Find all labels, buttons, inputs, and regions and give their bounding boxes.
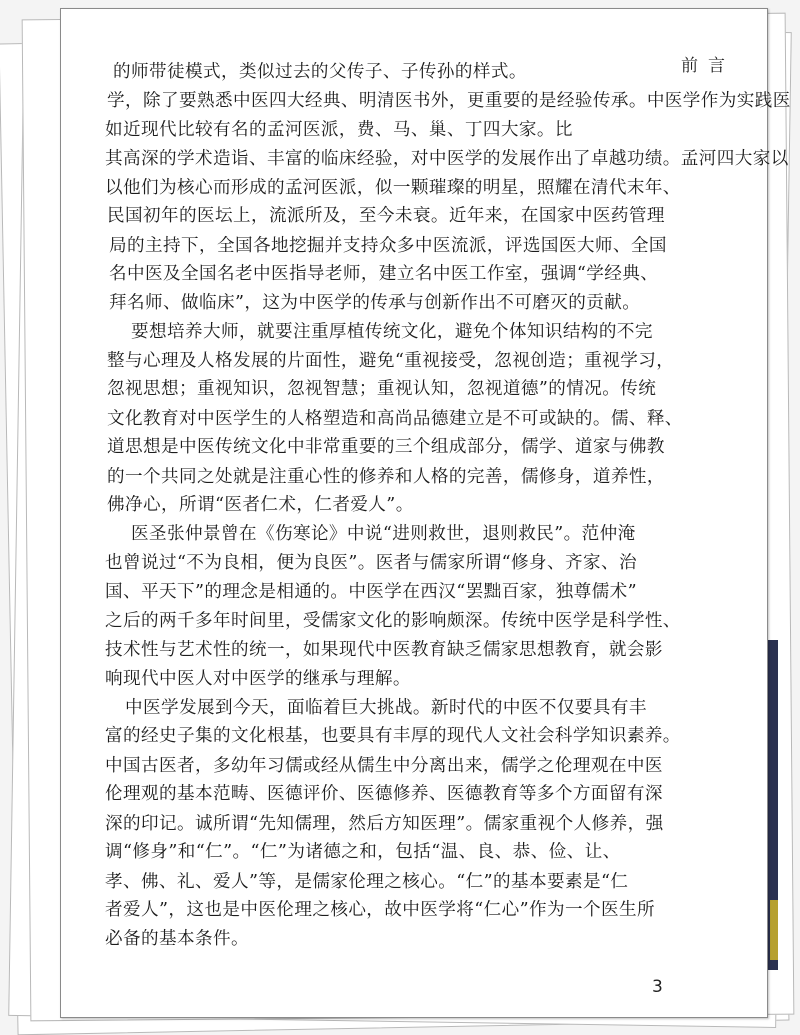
text-line: 局的主持下，全国各地挖掘并支持众多中医流派，评选国医大师、全国 bbox=[109, 236, 667, 256]
text-line: 道思想是中医传统文化中非常重要的三个组成部分，儒学、道家与佛教 bbox=[107, 437, 665, 457]
text-line: 学，除了要熟悉中医四大经典、明清医书外，更重要的是经验传承。中医学作为实践医 bbox=[107, 91, 791, 111]
text-line: 富的经史子集的文化根基，也要具有丰厚的现代人文社会科学知识素养。 bbox=[105, 726, 681, 746]
text-line: 响现代中医人对中医学的继承与理解。 bbox=[105, 669, 411, 689]
text-line: 的师带徒模式，类似过去的父传子、子传孙的样式。 bbox=[113, 62, 527, 82]
text-line: 佛净心，所谓“医者仁术，仁者爱人”。 bbox=[107, 495, 414, 515]
text-line: 整与心理及人格发展的片面性，避免“重视接受，忽视创造；重视学习， bbox=[107, 351, 675, 371]
text-line: 国、平天下”的理念是相通的。中医学在西汉“罢黜百家，独尊儒术” bbox=[105, 582, 638, 602]
text-line: 的一个共同之处就是注重心性的修养和人格的完善，儒修身，道养性， bbox=[107, 467, 665, 487]
text-line: 深的印记。诚所谓“先知儒理，然后方知医理”。儒家重视个人修养，强 bbox=[105, 814, 664, 834]
book-cover-accent-edge bbox=[770, 900, 778, 960]
text-line: 调“修身”和“仁”。“仁”为诸德之和，包括“温、良、恭、俭、让、 bbox=[105, 842, 621, 862]
text-line: 名中医及全国名老中医指导老师，建立名中医工作室，强调“学经典、 bbox=[109, 264, 659, 284]
text-line: 忽视思想；重视知识，忽视智慧；重视认知，忽视道德”的情况。传统 bbox=[107, 379, 657, 399]
document-page bbox=[60, 8, 791, 1018]
page-number: 3 bbox=[652, 977, 663, 997]
text-line: 文化教育对中医学生的人格塑造和高尚品德建立是不可或缺的。儒、释、 bbox=[107, 409, 683, 429]
text-line: 医圣张仲景曾在《伤寒论》中说“进则救世，退则救民”。范仲淹 bbox=[131, 524, 636, 544]
text-line: 中医学发展到今天，面临着巨大挑战。新时代的中医不仅要具有丰 bbox=[125, 698, 647, 718]
text-line: 伦理观的基本范畴、医德评价、医德修养、医德教育等多个方面留有深 bbox=[105, 784, 663, 804]
text-line: 民国初年的医坛上，流派所及，至今未衰。近年来，在国家中医药管理 bbox=[107, 206, 665, 226]
text-line: 如近现代比较有名的孟河医派，费、马、巢、丁四大家。比 bbox=[105, 120, 573, 140]
text-line: 以他们为核心而形成的孟河医派，似一颗璀璨的明星，照耀在清代末年、 bbox=[105, 178, 681, 198]
text-line: 孝、佛、礼、爱人”等，是儒家伦理之核心。“仁”的基本要素是“仁 bbox=[105, 872, 629, 892]
text-line: 也曾说过“不为良相，便为良医”。医者与儒家所谓“修身、齐家、治 bbox=[105, 553, 638, 573]
text-line: 技术性与艺术性的统一，如果现代中医教育缺乏儒家思想教育，就会影 bbox=[105, 640, 663, 660]
text-line: 者爱人”，这也是中医伦理之核心，故中医学将“仁心”作为一个医生所 bbox=[105, 900, 656, 920]
text-line: 其高深的学术造诣、丰富的临床经验，对中医学的发展作出了卓越功绩。孟河四大家以 bbox=[105, 149, 789, 169]
text-line: 之后的两千多年时间里，受儒家文化的影响颇深。传统中医学是科学性、 bbox=[105, 611, 681, 631]
text-line: 拜名师、做临床”，这为中医学的传承与创新作出不可磨灭的贡献。 bbox=[109, 293, 641, 313]
text-line: 中国古医者，多幼年习儒或经从儒生中分离出来，儒学之伦理观在中医 bbox=[105, 756, 663, 776]
page-header: 前言 bbox=[681, 56, 735, 76]
text-line: 要想培养大师，就要注重厚植传统文化，避免个体知识结构的不完 bbox=[131, 322, 653, 342]
text-line: 必备的基本条件。 bbox=[105, 929, 249, 949]
